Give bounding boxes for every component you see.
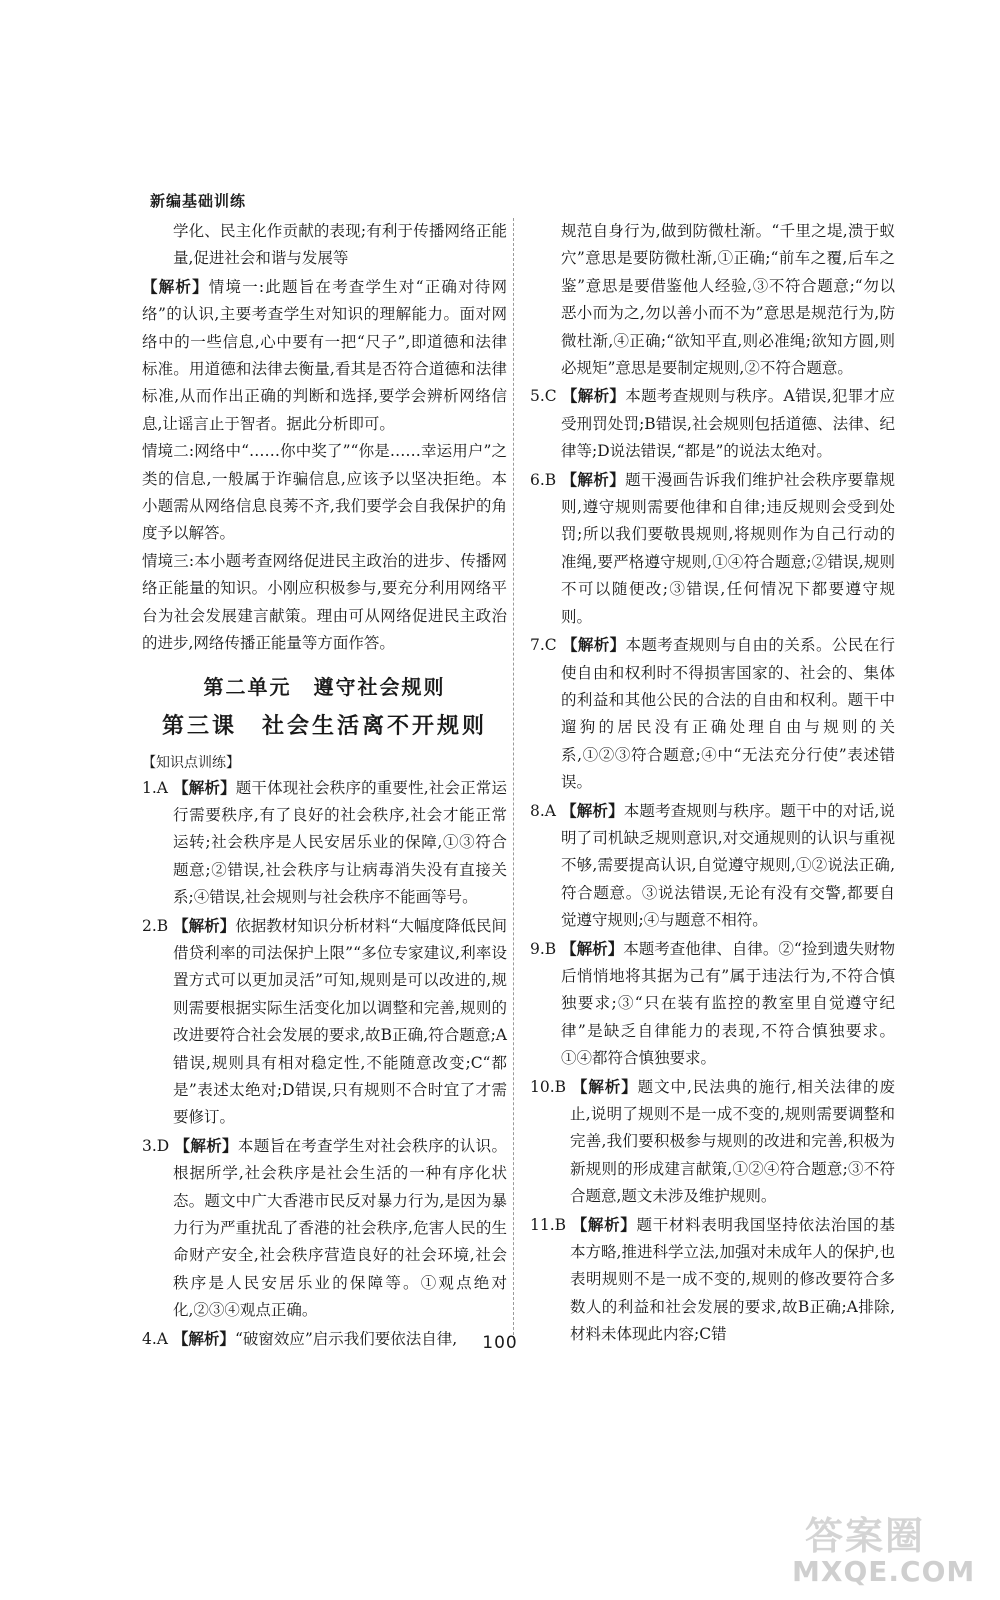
- analysis-tag: 【解析】: [173, 777, 236, 797]
- answer-item: [530, 1211, 895, 1349]
- analysis-text: 情境一:此题旨在考查学生对“正确对待网络”的认识,主要考查学生对知识的理解能力。面对网络中的一些信息,心中要有一把“尺子”,即道德和法律标准。用道德和法律去衡量,看其是否符合道德和法律标准,从而作出正确的判断和选择,要学会辨析网络信息,让谣言止于智者。据此分析即可。: [142, 277, 507, 433]
- paragraph: 情境三:本小题考查网络促进民主政治的进步、传播网络正能量的知识。小刚应积极参与,要充分利用网络平台为社会发展建言献策。理由可从网络促进民主政治的进步,网络传播正能量等方面作答。: [142, 551, 507, 653]
- answer-text: 本题旨在考查学生对社会秩序的认识。根据所学,社会秩序是社会生活的一种有序化状态。题文中广大香港市民反对暴力行为,是因为暴力行为严重扰乱了香港的社会秩序,危害人民的生命财产安全,社会秩序营造良好的社会环境,社会秩序是人民安居乐业的保障等。①观点绝对化,②③④观点正确。: [173, 1136, 507, 1320]
- answer-number: 1.A: [142, 778, 168, 797]
- answer-item: [530, 1073, 895, 1211]
- paragraph: 学化、民主化作贡献的表现;有利于传播网络正能量,促进社会和谐与发展等: [173, 222, 507, 268]
- answer-item: [142, 774, 507, 912]
- answer-text: 本题考查规则与自由的关系。公民在行使自由和权利时不得损害国家的、社会的、集体的利益和其他公民的合法的自由和权利。题干中遛狗的居民没有正确处理自由与规则的关系,①②③符合题意;④中“无法充分行使”表述错误。: [561, 636, 895, 792]
- page-header-title: 新编基础训练: [150, 192, 247, 210]
- lesson-title: 第三课 社会生活离不开规则: [161, 712, 487, 739]
- answer-text: “破窗效应”启示我们要依法自律,: [234, 1329, 458, 1348]
- analysis-tag: 【解析】: [172, 1328, 235, 1348]
- analysis-tag: 【解析】: [571, 1076, 638, 1096]
- answer-text: 本题考查规则与秩序。题干中的对话,说明了司机缺乏规则意识,对交通规则的认识与重视不够,需要提高认识,自觉遵守规则,①②说法正确,符合题意。③说法错误,无论有没有交警,都要自觉遵守规则;④与题意不相符。: [561, 801, 895, 930]
- paragraph: 规范自身行为,做到防微杜渐。“千里之堤,溃于蚁穴”意思是要防微杜渐,①正确;“前车之覆,后车之鉴”意思是要借鉴他人经验,③不符合题意;“勿以恶小而为之,勿以善小而不为”意思是规范行为,防微杜渐,④正确;“欲知平直,则必准绳;欲知方圆,则必规矩”意思是要制定规则,②不符合题意。: [561, 222, 895, 378]
- answer-text: 题文中,民法典的施行,相关法律的废止,说明了规则不是一成不变的,规则需要调整和完善,我们要积极参与规则的改进和完善,积极为新规则的形成建言献策,①②④符合题意;③不符合题意,题文未涉及维护规则。: [570, 1077, 895, 1206]
- answer-item: [530, 382, 895, 465]
- answer-text: 本题考查他律、自律。②“捡到遗失财物后悄悄地将其据为己有”属于违法行为,不符合慎独要求;③“只在装有监控的教室里自觉遵守纪律”是缺乏自律能力的表现,不符合慎独要求。①④都符合慎独要求。: [561, 939, 895, 1068]
- analysis-tag: 【解析】: [173, 915, 236, 935]
- answer-text: 题干体现社会秩序的重要性,社会正常运行需要秩序,有了良好的社会秩序,社会才能正常运转;社会秩序是人民安居乐业的保障,①③符合题意;②错误,社会秩序与让病毒消失没有直接关系;④错误,社会规则与社会秩序不能画等号。: [173, 778, 507, 907]
- answer-number: 11.B: [530, 1215, 567, 1234]
- analysis-tag: 【解析】: [174, 1135, 238, 1155]
- watermark-logo: [770, 1505, 985, 1590]
- answer-item: [142, 1132, 507, 1325]
- analysis-tag: 【解析】: [561, 386, 626, 406]
- answer-number: 3.D: [142, 1136, 170, 1155]
- paragraph: 情境二:网络中“……你中奖了”“你是……幸运用户”之类的信息,一般属于诈骗信息,应该予以坚决拒绝。本小题需从网络信息良莠不齐,我们要学会自我保护的角度予以解答。: [142, 442, 507, 543]
- column-divider: [513, 218, 514, 1340]
- answer-text: 依据教材知识分析材料“大幅度降低民间借贷利率的司法保护上限”“多位专家建议,利率设置方式可以更加灵活”可知,规则是可以改进的,规则需要根据实际生活变化加以调整和完善,规则的改进要符合社会发展的要求,故B正确,符合题意;A错误,规则具有相对稳定性,不能随意改变;C“都是”表述太绝对;D错误,只有规则不合时宜了才需要修订。: [173, 916, 507, 1127]
- answer-number: 5.C: [530, 387, 557, 406]
- analysis-tag: 【解析】: [571, 1214, 637, 1234]
- page-number: 100: [482, 1333, 518, 1353]
- answer-number: 7.C: [530, 636, 557, 655]
- answer-number: 6.B: [530, 470, 557, 489]
- analysis-tag: 【解析】: [142, 276, 209, 296]
- left-column: [142, 218, 507, 1353]
- analysis-tag: 【解析】: [561, 938, 624, 958]
- watermark-text-cn: 答案圈: [805, 1514, 926, 1558]
- answer-item: [530, 935, 895, 1073]
- answer-item: [142, 912, 507, 1132]
- answer-number: 10.B: [530, 1077, 567, 1096]
- answer-text: 题干材料表明我国坚持依法治国的基本方略,推进科学立法,加强对未成年人的保护,也表明规则不是一成不变的,规则的修改要符合多数人的利益和社会发展的要求,故B正确;A排除,材料未体现此内容;C错: [570, 1215, 895, 1344]
- analysis-tag: 【解析】: [561, 635, 626, 655]
- answer-item: [530, 631, 895, 796]
- analysis-tag: 【解析】: [561, 469, 626, 489]
- unit-title: 第二单元 遵守社会规则: [203, 674, 446, 699]
- answer-item: [530, 797, 895, 935]
- answer-number: 4.A: [142, 1329, 168, 1348]
- answer-item: [530, 466, 895, 631]
- answer-text: 本题考查规则与秩序。A错误,犯罪才应受刑罚处罚;B错误,社会规则包括道德、法律、纪律等;D说法错误,“都是”的说法太绝对。: [561, 387, 895, 461]
- answer-number: 9.B: [530, 939, 557, 958]
- answer-number: 2.B: [142, 916, 169, 935]
- section-label: 【知识点训练】: [142, 754, 240, 771]
- answer-text: 题干漫画告诉我们维护社会秩序要靠规则,遵守规则需要他律和自律;违反规则会受到处罚;所以我们要敬畏规则,将规则作为自己行动的准绳,要严格遵守规则,①④符合题意;②错误,规则不可以随便改;③错误,任何情况下都要遵守规则。: [561, 470, 895, 626]
- analysis-tag: 【解析】: [561, 800, 624, 820]
- answer-number: 8.A: [530, 801, 556, 820]
- watermark-text-en: MXQE.COM: [792, 1555, 976, 1588]
- right-column: [530, 218, 895, 1349]
- analysis-paragraph: [142, 273, 507, 438]
